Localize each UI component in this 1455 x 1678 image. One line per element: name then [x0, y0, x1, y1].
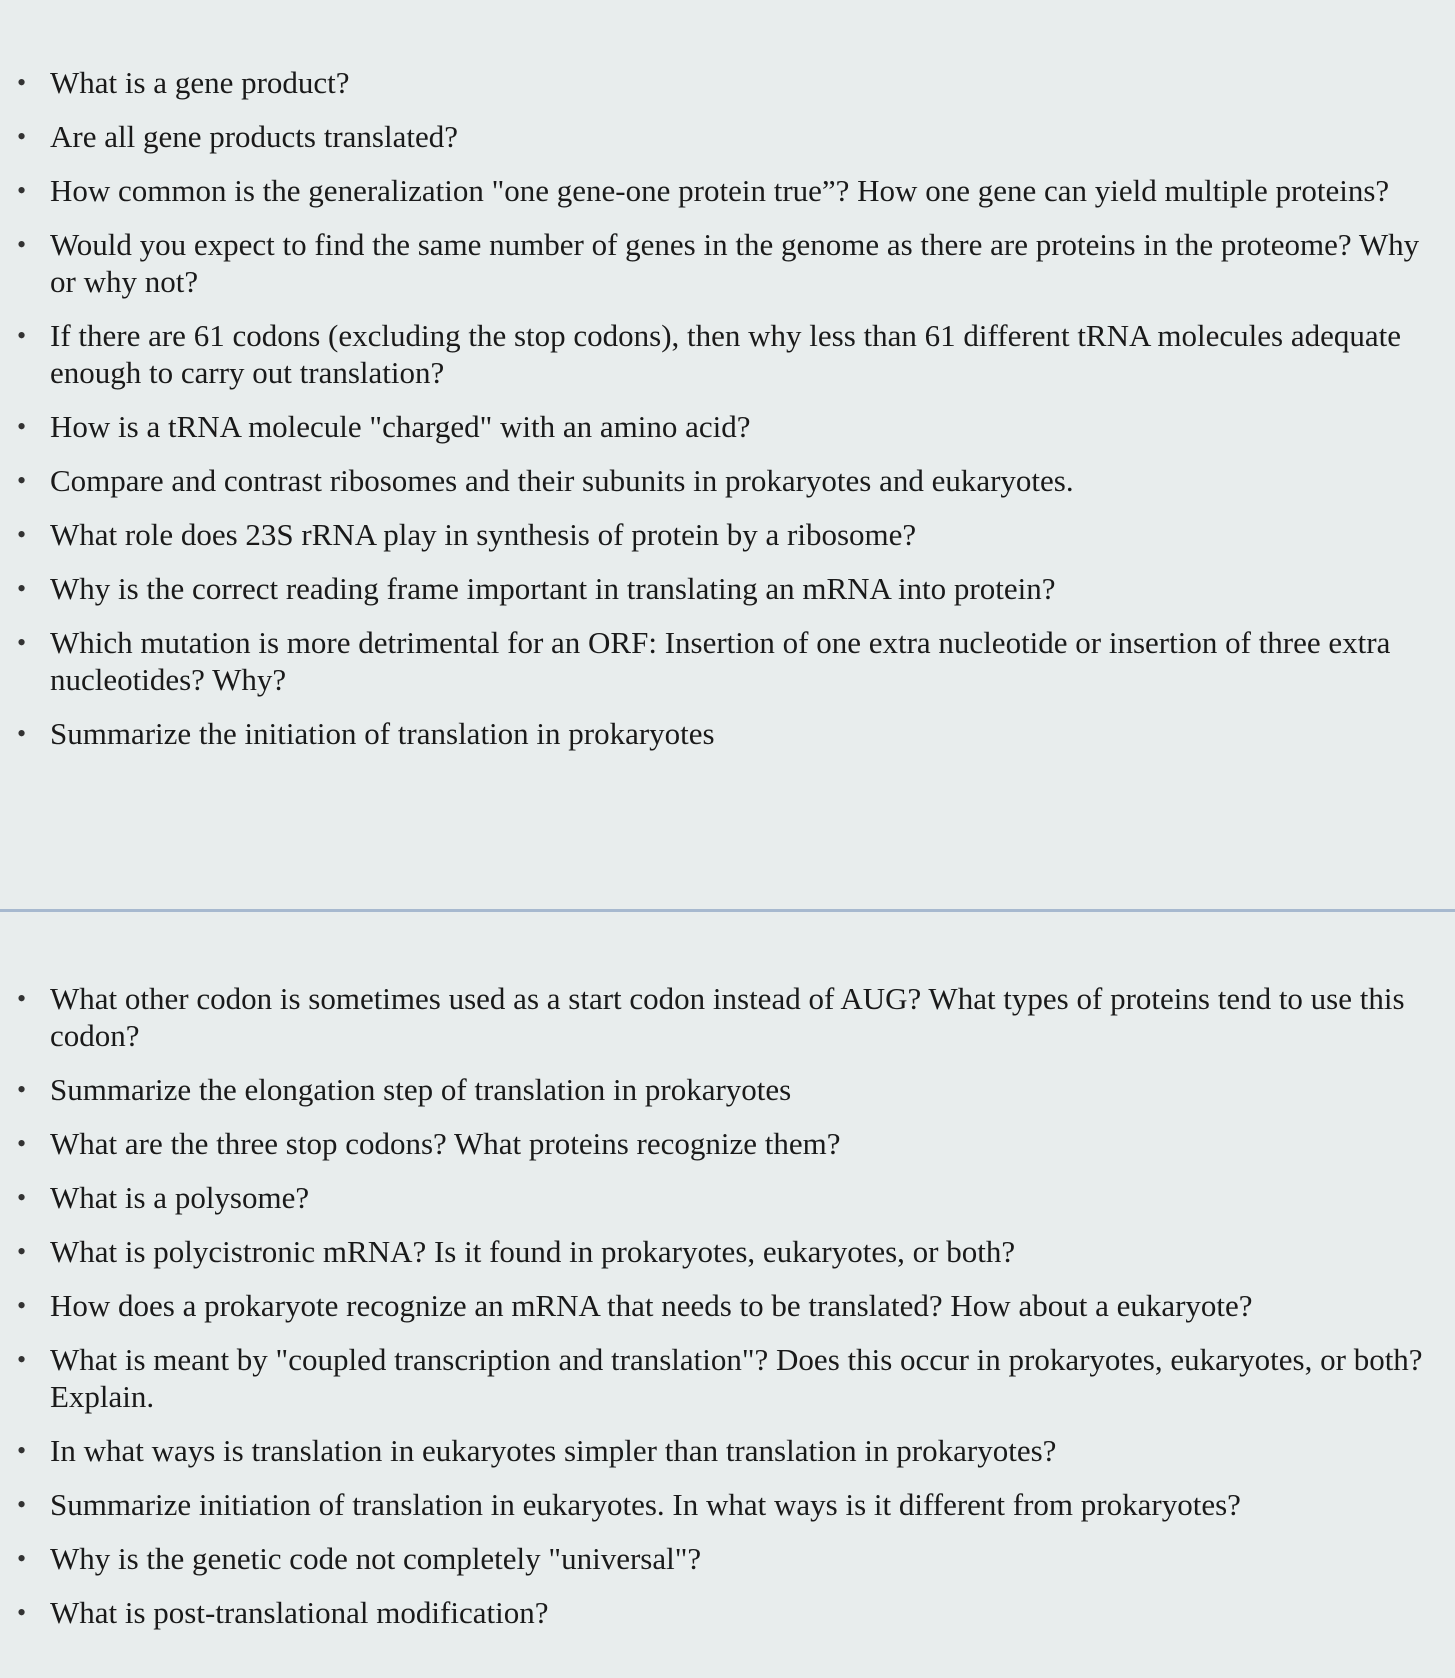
question-list-top	[0, 64, 1430, 769]
list-item: • What is polycistronic mRNA? Is it found in prokaryotes, eukaryotes, or both?	[0, 1233, 1430, 1270]
list-item: • Which mutation is more detrimental for an ORF: Insertion of one extra nucleotide or insertion of three extra nucleotides? Why?	[0, 624, 1430, 698]
list-item: • Summarize the initiation of translation in prokaryotes	[0, 715, 1430, 752]
question-list-bottom	[0, 980, 1430, 1648]
list-item: • Why is the correct reading frame important in translating an mRNA into protein?	[0, 570, 1430, 607]
list-item: • Compare and contrast ribosomes and their subunits in prokaryotes and eukaryotes.	[0, 462, 1430, 499]
list-item: • Summarize initiation of translation in eukaryotes. In what ways is it different from prokaryotes?	[0, 1486, 1430, 1523]
list-item: • Summarize the elongation step of translation in prokaryotes	[0, 1071, 1430, 1108]
list-item: • What are the three stop codons? What proteins recognize them?	[0, 1125, 1430, 1162]
list-item: • If there are 61 codons (excluding the stop codons), then why less than 61 different tRNA molecules adequate enough to carry out translation?	[0, 317, 1430, 391]
list-item: • What role does 23S rRNA play in synthesis of protein by a ribosome?	[0, 516, 1430, 553]
slide-bottom	[0, 912, 1455, 1678]
list-item: • How is a tRNA molecule "charged" with an amino acid?	[0, 408, 1430, 445]
list-item: • What is meant by "coupled transcription and translation"? Does this occur in prokaryotes, eukaryotes, or both? Explain.	[0, 1341, 1430, 1415]
list-item: • Would you expect to find the same number of genes in the genome as there are proteins in the proteome? Why or why not?	[0, 226, 1430, 300]
list-item: • What is post-translational modification?	[0, 1594, 1430, 1631]
list-item: • How common is the generalization "one gene-one protein true”? How one gene can yield multiple proteins?	[0, 172, 1430, 209]
list-item: • What other codon is sometimes used as a start codon instead of AUG? What types of proteins tend to use this codon?	[0, 980, 1430, 1054]
list-item: • In what ways is translation in eukaryotes simpler than translation in prokaryotes?	[0, 1432, 1430, 1469]
list-item: • Are all gene products translated?	[0, 118, 1430, 155]
list-item: • What is a polysome?	[0, 1179, 1430, 1216]
list-item: • What is a gene product?	[0, 64, 1430, 101]
list-item: • How does a prokaryote recognize an mRNA that needs to be translated? How about a eukaryote?	[0, 1287, 1430, 1324]
list-item: • Why is the genetic code not completely "universal"?	[0, 1540, 1430, 1577]
